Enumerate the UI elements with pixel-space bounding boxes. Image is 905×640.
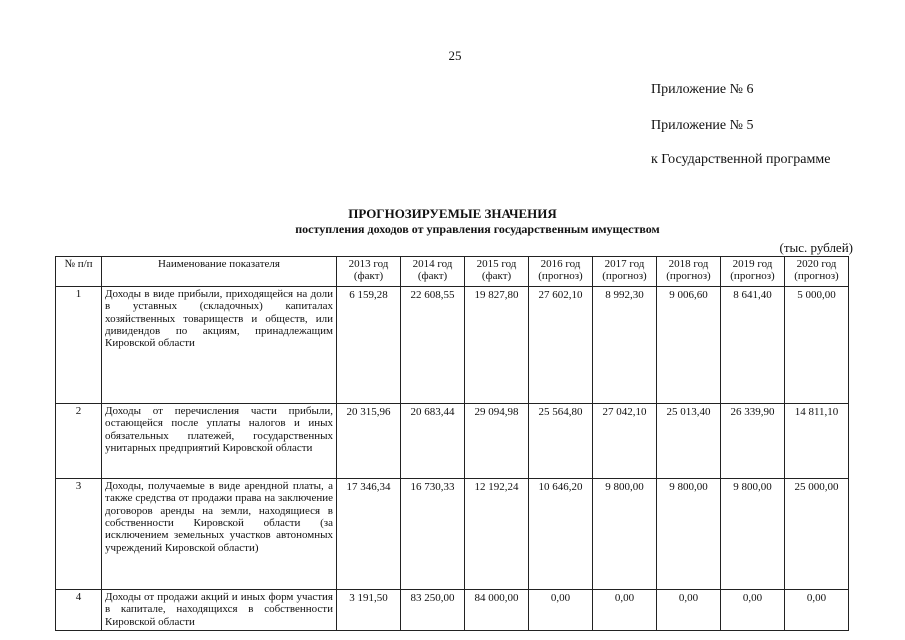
value-2018: 25 013,40 bbox=[657, 404, 721, 479]
page-number: 25 bbox=[448, 48, 462, 63]
value-2016: 25 564,80 bbox=[529, 404, 593, 479]
value-2020: 25 000,00 bbox=[785, 479, 849, 590]
table-header-row bbox=[56, 257, 849, 287]
row-number: 1 bbox=[56, 287, 102, 404]
table-row bbox=[56, 287, 849, 404]
row-number: 3 bbox=[56, 479, 102, 590]
header-2014: 2014 год (факт) bbox=[401, 257, 465, 287]
indicator-name: Доходы от перечисления части прибыли, остающейся после уплаты налогов и иных обязательных платежей, государственных унитарных предприятий Кировской области bbox=[102, 404, 337, 479]
header-2017: 2017 год (прогноз) bbox=[593, 257, 657, 287]
value-2017: 0,00 bbox=[593, 590, 657, 631]
units-label: (тыс. рублей) bbox=[779, 240, 853, 255]
value-2015: 12 192,24 bbox=[465, 479, 529, 590]
header-2020: 2020 год (прогноз) bbox=[785, 257, 849, 287]
document-title: ПРОГНОЗИРУЕМЫЕ ЗНАЧЕНИЯ bbox=[348, 206, 557, 221]
value-2016: 0,00 bbox=[529, 590, 593, 631]
value-2013: 17 346,34 bbox=[337, 479, 401, 590]
value-2014: 22 608,55 bbox=[401, 287, 465, 404]
header-2019: 2019 год (прогноз) bbox=[721, 257, 785, 287]
value-2013: 3 191,50 bbox=[337, 590, 401, 631]
value-2013: 6 159,28 bbox=[337, 287, 401, 404]
header-2016: 2016 год (прогноз) bbox=[529, 257, 593, 287]
indicator-name: Доходы, получаемые в виде арендной платы, а также средства от продажи права на заключение договоров аренды на земли, находящиеся в собственности Кировской области (за исключением земельных участков автономных учреждений Кировской области) bbox=[102, 479, 337, 590]
indicator-name: Доходы от продажи акций и иных форм участия в капитале, находящихся в собственности Кировской области bbox=[102, 590, 337, 631]
value-2015: 19 827,80 bbox=[465, 287, 529, 404]
value-2015: 84 000,00 bbox=[465, 590, 529, 631]
value-2013: 20 315,96 bbox=[337, 404, 401, 479]
table-row bbox=[56, 590, 849, 631]
header-2013: 2013 год (факт) bbox=[337, 257, 401, 287]
value-2019: 8 641,40 bbox=[721, 287, 785, 404]
row-number: 2 bbox=[56, 404, 102, 479]
value-2017: 9 800,00 bbox=[593, 479, 657, 590]
value-2018: 9 800,00 bbox=[657, 479, 721, 590]
value-2020: 0,00 bbox=[785, 590, 849, 631]
document-subtitle: поступления доходов от управления государственным имуществом bbox=[295, 222, 660, 236]
revenue-table bbox=[55, 256, 849, 631]
value-2018: 9 006,60 bbox=[657, 287, 721, 404]
value-2020: 5 000,00 bbox=[785, 287, 849, 404]
appendix-program-label: к Государственной программе bbox=[651, 152, 831, 167]
appendix-6-label: Приложение № 6 bbox=[651, 82, 754, 97]
header-number: № п/п bbox=[56, 257, 102, 287]
value-2014: 16 730,33 bbox=[401, 479, 465, 590]
header-2015: 2015 год (факт) bbox=[465, 257, 529, 287]
row-number: 4 bbox=[56, 590, 102, 631]
value-2014: 83 250,00 bbox=[401, 590, 465, 631]
value-2019: 0,00 bbox=[721, 590, 785, 631]
value-2020: 14 811,10 bbox=[785, 404, 849, 479]
value-2019: 26 339,90 bbox=[721, 404, 785, 479]
value-2017: 8 992,30 bbox=[593, 287, 657, 404]
value-2019: 9 800,00 bbox=[721, 479, 785, 590]
value-2017: 27 042,10 bbox=[593, 404, 657, 479]
value-2015: 29 094,98 bbox=[465, 404, 529, 479]
value-2014: 20 683,44 bbox=[401, 404, 465, 479]
value-2018: 0,00 bbox=[657, 590, 721, 631]
table-row bbox=[56, 479, 849, 590]
appendix-5-label: Приложение № 5 bbox=[651, 118, 754, 133]
header-indicator-name: Наименование показателя bbox=[102, 257, 337, 287]
indicator-name: Доходы в виде прибыли, приходящейся на доли в уставных (складочных) капиталах хозяйственных товариществ и обществ, или дивидендов по акциям, принадлежащим Кировской области bbox=[102, 287, 337, 404]
header-2018: 2018 год (прогноз) bbox=[657, 257, 721, 287]
table-row bbox=[56, 404, 849, 479]
value-2016: 27 602,10 bbox=[529, 287, 593, 404]
value-2016: 10 646,20 bbox=[529, 479, 593, 590]
